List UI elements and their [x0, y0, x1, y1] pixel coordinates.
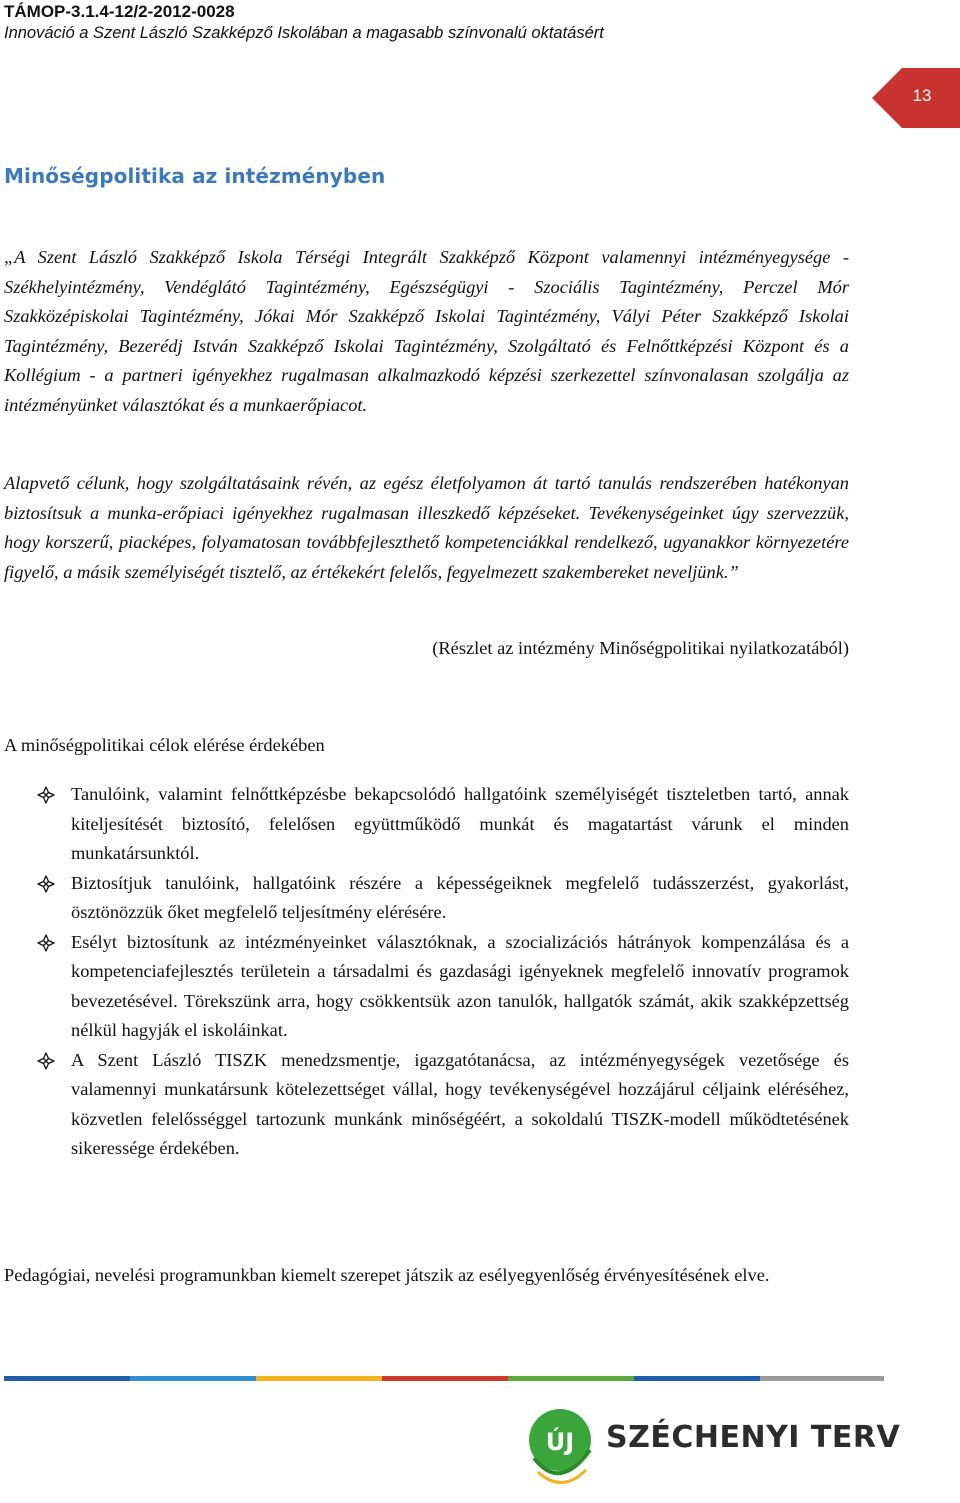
list-item — [0, 928, 960, 1046]
stripe-segment — [508, 1376, 634, 1381]
stripe-segment — [256, 1376, 382, 1381]
quote-paragraph-1: „A Szent László Szakképző Iskola Térségi Integrált Szakképző Központ valamennyi intézményegysége - Székhelyintézmény, Vendéglátó Tagintézmény, Egészségügyi - Szociális Tagintézmény, Perczel Mór Szakközépiskolai Tagintézmény, Jókai Mór Szakképző Iskolai Tagintézmény, Vályi Péter Szakképző Iskolai Tagintézmény, Bezerédj István Szakképző Iskolai Tagintézmény, Szolgáltató és Felnőttképzési Központ és a Kollégium - a partneri igényekhez rugalmasan alkalmazkodó képzési szerkezettel színvonalasan szolgálja az intézményünket választókat és a munkaerőpiacot. — [4, 247, 849, 415]
goals-list — [0, 780, 960, 1164]
stripe-segment — [382, 1376, 508, 1381]
section-title: Minőségpolitika az intézményben — [4, 164, 386, 188]
goal-text: A Szent László TISZK menedzsmentje, igazgatótanácsa, az intézményegységek vezetősége és valamennyi munkatársunk kötelezettséget vállal, hogy tevékenységével hozzájárul céljaink eléréséhez, közvetlen felelősséggel tartozunk munkánk minőségéért, a sokoldalú TISZK-modell működtetésének sikeressége érdekében. — [71, 1049, 849, 1158]
goals-heading: A minőségpolitikai célok elérése érdekében — [4, 735, 325, 755]
logo-mark: ÚJ — [545, 1428, 575, 1456]
diamond-bullet-icon — [37, 934, 55, 952]
stripe-segment — [634, 1376, 760, 1381]
stripe-segment — [130, 1376, 256, 1381]
project-subtitle: Innováció a Szent László Szakképző Iskolában a magasabb színvonalú oktatásért — [4, 24, 604, 42]
szechenyi-terv-logo-icon — [524, 1400, 596, 1490]
footer-color-stripe — [4, 1376, 884, 1381]
quote-paragraph-2: Alapvető célunk, hogy szolgáltatásaink révén, az egész életfolyamon át tartó tanulás rendszerében hatékonyan biztosítsuk a munka-erőpiaci igényekhez rugalmasan illeszkedő képzéseket. Tevékenységeinket úgy szervezzük, hogy korszerű, piacképes, folyamatosan továbbfejleszthető kompetenciákkal rendelkező, ugyanakkor környezetére figyelő, a másik személyiségét tisztelő, az értékekért felelős, fegyelmezett szakembereket neveljünk.” — [4, 473, 849, 582]
goal-text: Tanulóink, valamint felnőttképzésbe bekapcsolódó hallgatóink személyiségét tiszteletben tartó, annak kiteljesítését biztosító, felelősen együttműködő munkát és magatartást várunk el minden munkatársunktól. — [71, 784, 849, 863]
list-item — [0, 1046, 960, 1164]
diamond-bullet-icon — [37, 786, 55, 804]
closing-paragraph: Pedagógiai, nevelési programunkban kiemelt szerepet játszik az esélyegyenlőség érvényesítésének elve. — [4, 1265, 770, 1285]
diamond-bullet-icon — [37, 875, 55, 893]
goal-text: Esélyt biztosítunk az intézményeinket választóknak, a szocializációs hátrányok kompenzálása és a kompetenciafejlesztés területein a társadalmi és gazdasági igényeknek megfelelő innovatív programok bevezetésével. Törekszünk arra, hogy csökkentsük azon tanulók, hallgatók számát, akik szakképzettség nélkül hagyják el iskoláinkat. — [71, 931, 849, 1040]
list-item — [0, 869, 960, 928]
stripe-segment — [760, 1376, 884, 1381]
logo-text: SZÉCHENYI TERV — [606, 1420, 901, 1455]
diamond-bullet-icon — [37, 1052, 55, 1070]
page-number: 13 — [912, 86, 932, 105]
list-item — [0, 780, 960, 869]
project-code: TÁMOP-3.1.4-12/2-2012-0028 — [4, 2, 235, 21]
quote-source: (Részlet az intézmény Minőségpolitikai nyilatkozatából) — [432, 638, 849, 658]
goal-text: Biztosítjuk tanulóink, hallgatóink részére a képességeiknek megfelelő tudásszerzést, gyakorlást, ösztönözzük őket megfelelő teljesítmény elérésére. — [71, 872, 849, 922]
stripe-segment — [4, 1376, 130, 1381]
